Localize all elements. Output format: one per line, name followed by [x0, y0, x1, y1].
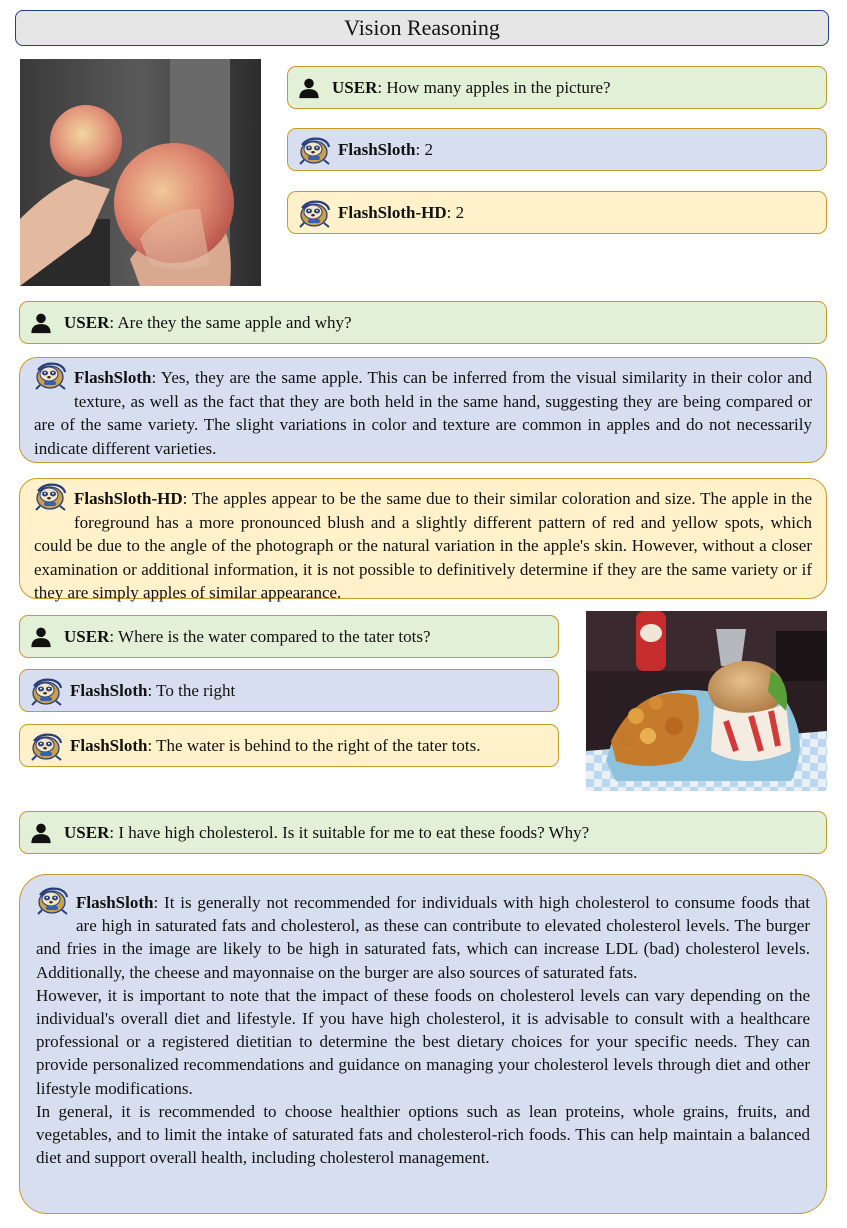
- speaker-name: USER: [64, 822, 110, 842]
- flashsloth-answer-5: [19, 874, 827, 1214]
- answer-paragraph: However, it is important to note that the impact of these foods on cholesterol levels can vary depending on the individual's overall diet and lifestyle. If you have high cholesterol, it is advisable to consult with a healthcare professional or a registered dietitian to determine the best dietary choices for your specific needs. They can provide personalized recommendations and guidance on managing your cholesterol levels through diet and other lifestyle modifications.: [36, 985, 810, 1098]
- food-photo: [586, 611, 827, 791]
- flashsloth-hd-answer-1: [287, 191, 827, 234]
- speaker-name: FlashSloth: [74, 368, 152, 387]
- apples-photo: [20, 59, 261, 286]
- answer-paragraph: In general, it is recommended to choose healthier options such as lean proteins, whole grains, fruits, and vegetables, and to limit the intake of saturated fats and cholesterol-rich foods. This can help maintain a balanced diet and support overall health, including cholesterol management.: [36, 1101, 810, 1168]
- speaker-name: FlashSloth-HD: [338, 202, 447, 222]
- page-title: Vision Reasoning: [15, 10, 829, 46]
- message-text: : 2: [415, 139, 433, 159]
- sloth-mascot-icon: [34, 360, 68, 390]
- speaker-name: FlashSloth: [338, 139, 416, 159]
- person-icon: [30, 312, 52, 334]
- sloth-mascot-icon: [30, 731, 64, 761]
- answer-paragraph: [36, 891, 810, 984]
- speaker-name: FlashSloth-HD: [74, 489, 183, 508]
- flashsloth-answer-1: [287, 128, 827, 171]
- sloth-mascot-icon: [36, 885, 70, 915]
- message-text: : It is generally not recommended for individuals with high cholesterol to consume foods that are high in saturated fats and cholesterol, as these can contribute to elevated cholesterol levels. The burger and fries in the image are likely to be high in saturated fats, which can increase LDL (bad) cholesterol levels. Additionally, the cheese and mayonnaise on the burger are also sources of saturated fats.: [36, 893, 810, 982]
- message-text: : The water is behind to the right of the tater tots.: [147, 735, 481, 755]
- user-message-3: [19, 615, 559, 658]
- message-text: : To the right: [147, 680, 236, 700]
- person-icon: [30, 822, 52, 844]
- speaker-name: FlashSloth: [70, 680, 148, 700]
- message-text: : Are they the same apple and why?: [109, 312, 352, 332]
- person-icon: [30, 626, 52, 648]
- message-text: : I have high cholesterol. Is it suitable for me to eat these foods? Why?: [109, 822, 590, 842]
- flashsloth-answer-3: [19, 669, 559, 712]
- message-text: : Yes, they are the same apple. This can be inferred from the visual similarity in their color and texture, as well as the fact that they are both held in the same hand, suggesting they are being compared or are of the same variety. The slight variations in color and texture are common in apples and do not necessarily indicate different varieties.: [34, 368, 812, 458]
- flashsloth-answer-4: [19, 724, 559, 767]
- message-text: : Where is the water compared to the tater tots?: [109, 626, 431, 646]
- sloth-mascot-icon: [30, 676, 64, 706]
- sloth-mascot-icon: [298, 135, 332, 165]
- sloth-mascot-icon: [298, 198, 332, 228]
- flashsloth-answer-2: [19, 357, 827, 463]
- user-message-1: [287, 66, 827, 109]
- sloth-mascot-icon: [34, 481, 68, 511]
- speaker-name: USER: [64, 312, 110, 332]
- message-text: : 2: [446, 202, 465, 222]
- speaker-name: USER: [332, 77, 378, 97]
- person-icon: [298, 77, 320, 99]
- user-message-2: [19, 301, 827, 344]
- user-message-4: [19, 811, 827, 854]
- speaker-name: FlashSloth: [76, 893, 154, 912]
- message-text: : The apples appear to be the same due to their similar coloration and size. The apple in the foreground has a more pronounced blush and a slightly different pattern of red and yellow spots, which could be due to the angle of the photograph or the natural variation in the apple's skin. However, without a closer examination or additional information, it is not possible to definitively determine if they are the same variety or if they are simply apples of similar appearance.: [34, 489, 812, 602]
- speaker-name: FlashSloth: [70, 735, 148, 755]
- speaker-name: USER: [64, 626, 110, 646]
- flashsloth-hd-answer-2: [19, 478, 827, 602]
- message-text: : How many apples in the picture?: [377, 77, 611, 97]
